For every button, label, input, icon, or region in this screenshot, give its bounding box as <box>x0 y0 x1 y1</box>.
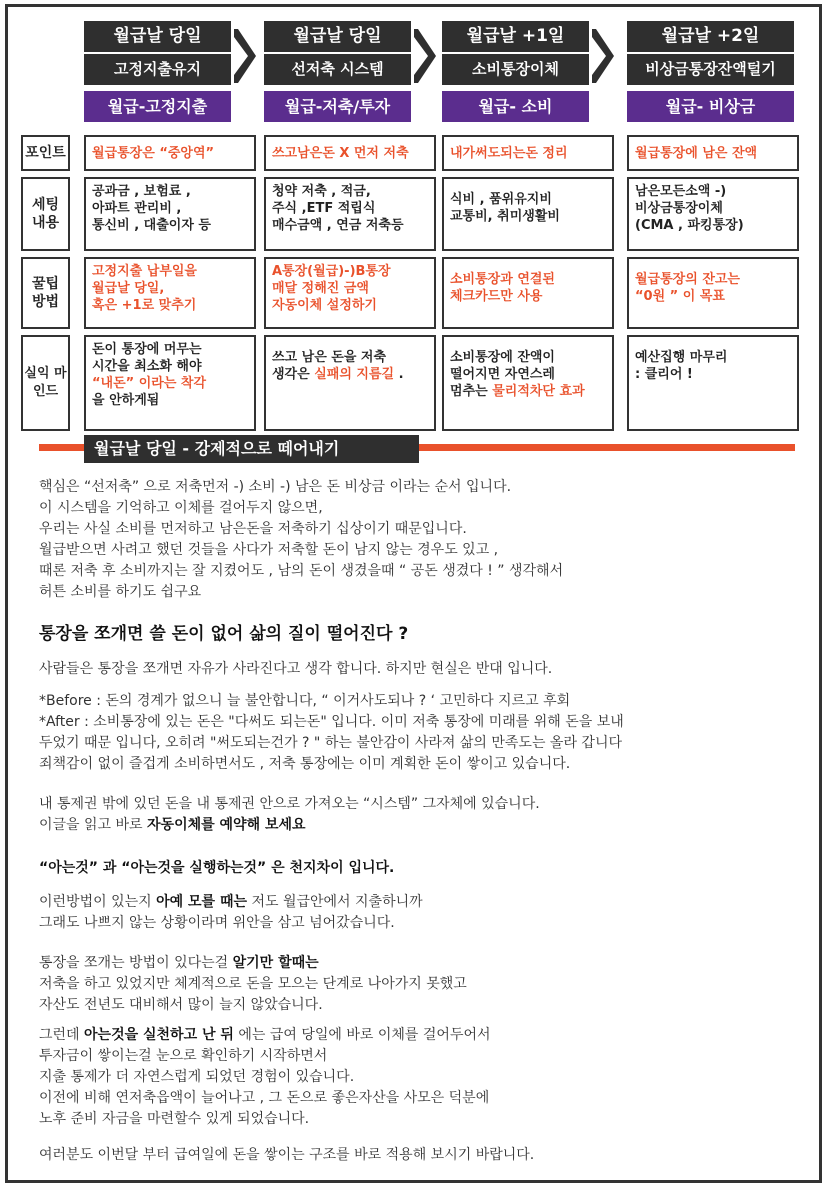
setting-cell-1 <box>84 177 256 251</box>
flow-step-3 <box>442 21 589 122</box>
row-point <box>21 135 801 171</box>
row-label: 꿀팁 방법 <box>21 257 70 329</box>
chevron-right-icon <box>414 27 440 85</box>
heading-1: 통장을 쪼개면 쓸 돈이 없어 삶의 질이 떨어진다 ? <box>39 624 409 644</box>
text-line: 노후 준비 자금을 마련할수 있게 되었습니다. <box>39 1111 310 1127</box>
text-line: 쓰고 남은 돈을 저축 <box>272 350 387 365</box>
heading-2: “아는것” 과 “아는것을 실행하는것” 은 천지차이 입니다. <box>39 860 395 876</box>
before-after-list <box>39 691 799 775</box>
text-line: 이전에 비해 연저축읍액이 늘어나고 , 그 돈으로 좋은자산을 사모은 덕분에 <box>39 1090 490 1106</box>
row-mind <box>21 335 801 431</box>
text-line: 고정지출 납부일을 <box>92 264 197 279</box>
row-tip <box>21 257 801 329</box>
text-segment: 그런데 <box>39 1027 85 1043</box>
text-line: 소비통장에 잔액이 <box>450 350 555 365</box>
point-cell-1: 월급통장은 “중앙역” <box>84 135 256 171</box>
setting-cell-3 <box>442 177 614 251</box>
text-segment: 저도 월급안에서 지출하니까 <box>247 894 423 910</box>
closing-paragraph <box>39 1145 799 1166</box>
row-setting <box>21 177 801 251</box>
paragraph-1 <box>39 659 799 680</box>
text-line <box>39 1025 799 1046</box>
text-bold: 자동이체를 예약해 보세요 <box>147 817 306 833</box>
text-line: 월급통장의 잔고는 <box>635 272 740 287</box>
text-line: 허튼 소비를 하기도 쉽구요 <box>39 584 202 600</box>
setting-cell-4 <box>627 177 799 251</box>
step-day: 월급날 +1일 <box>442 21 589 52</box>
text-line: 투자금이 쌓이는걸 눈으로 확인하기 시작하면서 <box>39 1048 328 1064</box>
tip-cell-4 <box>627 257 799 329</box>
text-segment: 에는 급여 당일에 바로 이체를 걸어두어서 <box>233 1027 491 1043</box>
mind-cell-2 <box>264 335 436 431</box>
text-line: 아파트 관리비 , <box>92 201 182 216</box>
paragraph-3 <box>39 892 799 934</box>
step-action: 고정지출유지 <box>84 54 231 85</box>
intro-paragraph <box>39 477 799 603</box>
text-line: 체크카드만 사용 <box>450 289 543 304</box>
mind-cell-4 <box>627 335 799 431</box>
tip-cell-3 <box>442 257 614 329</box>
text-line: 주식 ,ETF 적립식 <box>272 201 376 216</box>
text-line: 시간을 최소화 해야 <box>92 359 202 374</box>
text-bold: 알기만 할때는 <box>232 955 319 971</box>
text-line <box>450 383 606 400</box>
text-line: 비상금통장이체 <box>635 201 723 216</box>
mind-cell-3 <box>442 335 614 431</box>
text-line: (CMA , 파킹통장) <box>635 218 744 233</box>
text-line: 지출 통제가 더 자연스럽게 되었던 경험이 있습니다. <box>39 1069 355 1085</box>
text-highlight: 물리적차단 효과 <box>492 384 585 399</box>
text-line: 이 시스템을 기억하고 이체를 걸어두지 않으면, <box>39 500 323 516</box>
text-line: : 클리어 ! <box>635 367 693 382</box>
point-cell-2: 쓰고남은돈 X 먼저 저축 <box>264 135 436 171</box>
text-line: 두었기 때문 입니다, 오히려 "써도되는건가 ? " 하는 불안감이 사라져 삶의 만족도는 올라 갑니다 <box>39 735 622 751</box>
text-line: 사람들은 통장을 쪼개면 자유가 사라진다고 생각 합니다. 하지만 현실은 반대 입니다. <box>39 661 553 677</box>
step-account: 월급- 비상금 <box>627 91 794 122</box>
flow-step-4 <box>627 21 794 122</box>
text-line: 식비 , 품위유지비 <box>450 192 552 207</box>
row-label: 포인트 <box>21 135 70 171</box>
text-line: 여러분도 이번달 부터 급여일에 돈을 쌓이는 구조를 바로 적용해 보시기 바랍니다. <box>39 1147 535 1163</box>
text-line: 공과금 , 보험료 , <box>92 184 191 199</box>
chevron-right-icon <box>592 27 618 85</box>
text-segment: . <box>394 367 404 382</box>
point-cell-4: 월급통장에 남은 잔액 <box>627 135 799 171</box>
text-line: 매수금액 , 연금 저축등 <box>272 218 404 233</box>
text-bold: 아는것을 실천하고 난 뒤 <box>84 1027 234 1043</box>
step-account: 월급-저축/투자 <box>264 91 411 122</box>
text-line: 자산도 전년도 대비해서 많이 늘지 않았습니다. <box>39 997 323 1013</box>
step-action: 선저축 시스템 <box>264 54 411 85</box>
text-line: 월급받으면 사려고 했던 것들을 사다가 저축할 돈이 남지 않는 경우도 있고 , <box>39 542 499 558</box>
row-label: 세팅 내용 <box>21 177 70 251</box>
text-bold: 아예 모를 때는 <box>156 894 247 910</box>
section-title: 월급날 당일 - 강제적으로 떼어내기 <box>84 435 419 463</box>
text-line: 자동이체 설정하기 <box>272 298 377 313</box>
text-line: 떨어지면 자연스레 <box>450 367 555 382</box>
text-line: *After : 소비통장에 있는 돈은 "다써도 되는돈" 입니다. 이미 저축 통장에 미래를 위해 돈을 보내 <box>39 714 624 730</box>
text-segment: 통장을 쪼개는 방법이 있다는걸 <box>39 955 233 971</box>
step-account: 월급- 소비 <box>442 91 589 122</box>
text-line: 그래도 나쁘지 않는 상황이라며 위안을 삼고 넘어갔습니다. <box>39 915 395 931</box>
paragraph-4 <box>39 953 799 1016</box>
text-line <box>272 366 428 383</box>
text-line: 예산집행 마무리 <box>635 350 728 365</box>
text-line: 때론 저축 후 소비까지는 잘 지켰어도 , 남의 돈이 생겼을때 “ 공돈 생겼다 ! ” 생각해서 <box>39 563 564 579</box>
point-cell-3: 내가써도되는돈 정리 <box>442 135 614 171</box>
text-line: 교통비, 취미생활비 <box>450 209 560 224</box>
text-segment: 이런방법이 있는지 <box>39 894 157 910</box>
text-line: 매달 정해진 금액 <box>272 281 369 296</box>
step-day: 월급날 당일 <box>264 21 411 52</box>
text-line: *Before : 돈의 경계가 없으니 늘 불안합니다, “ 이거사도되나 ? ‘ 고민하다 지르고 후회 <box>39 693 571 709</box>
text-segment: 멈추는 <box>450 384 493 399</box>
text-line <box>39 892 799 913</box>
setting-cell-2 <box>264 177 436 251</box>
text-line: 돈이 통장에 머무는 <box>92 342 202 357</box>
tip-cell-1 <box>84 257 256 329</box>
text-segment: 이글을 읽고 바로 <box>39 817 148 833</box>
text-line: 저축을 하고 있었지만 체계적으로 돈을 모으는 단계로 나아가지 못했고 <box>39 976 467 992</box>
text-highlight: 실패의 지름길 <box>314 367 395 382</box>
step-account: 월급-고정지출 <box>84 91 231 122</box>
text-line: 남은모든소액 -) <box>635 184 727 199</box>
text-line: “0원 ” 이 목표 <box>635 289 725 304</box>
tip-cell-2 <box>264 257 436 329</box>
chevron-right-icon <box>234 27 260 85</box>
step-action: 비상금통장잔액털기 <box>627 54 794 85</box>
text-line: 내 통제권 밖에 있던 돈을 내 통제권 안으로 가져오는 “시스템” 그자체에 있습니다. <box>39 796 540 812</box>
paragraph-2 <box>39 794 799 836</box>
text-line: 청약 저축 , 적금, <box>272 184 371 199</box>
document-page <box>5 4 822 1183</box>
text-segment: 생각은 <box>272 367 315 382</box>
flow-step-1 <box>84 21 231 122</box>
text-line <box>39 953 799 974</box>
text-line: 통신비 , 대출이자 등 <box>92 218 211 233</box>
flow-step-2 <box>264 21 411 122</box>
step-action: 소비통장이체 <box>442 54 589 85</box>
text-line: A통장(월급)-)B통장 <box>272 264 391 279</box>
text-line: 핵심은 “선저축” 으로 저축먼저 -) 소비 -) 남은 돈 비상금 이라는 순서 입니다. <box>39 479 512 495</box>
flow-header <box>84 21 796 131</box>
text-line: 을 안하게됨 <box>92 393 160 408</box>
paragraph-5 <box>39 1025 799 1130</box>
mind-cell-1 <box>84 335 256 431</box>
step-day: 월급날 +2일 <box>627 21 794 52</box>
row-label: 실익 마인드 <box>21 335 70 431</box>
text-line: 죄책감이 없이 즐겁게 소비하면서도 , 저축 통장에는 이미 계획한 돈이 쌓이고 있습니다. <box>39 756 571 772</box>
text-line: 혹은 +1로 맞추기 <box>92 298 197 313</box>
text-line: “내돈” 이라는 착각 <box>92 376 207 391</box>
text-line: 월급날 당일, <box>92 281 165 296</box>
text-line: 소비통장과 연결된 <box>450 272 555 287</box>
text-line <box>39 815 799 836</box>
text-line: 우리는 사실 소비를 먼저하고 남은돈을 저축하기 십상이기 때문입니다. <box>39 521 467 537</box>
step-day: 월급날 당일 <box>84 21 231 52</box>
